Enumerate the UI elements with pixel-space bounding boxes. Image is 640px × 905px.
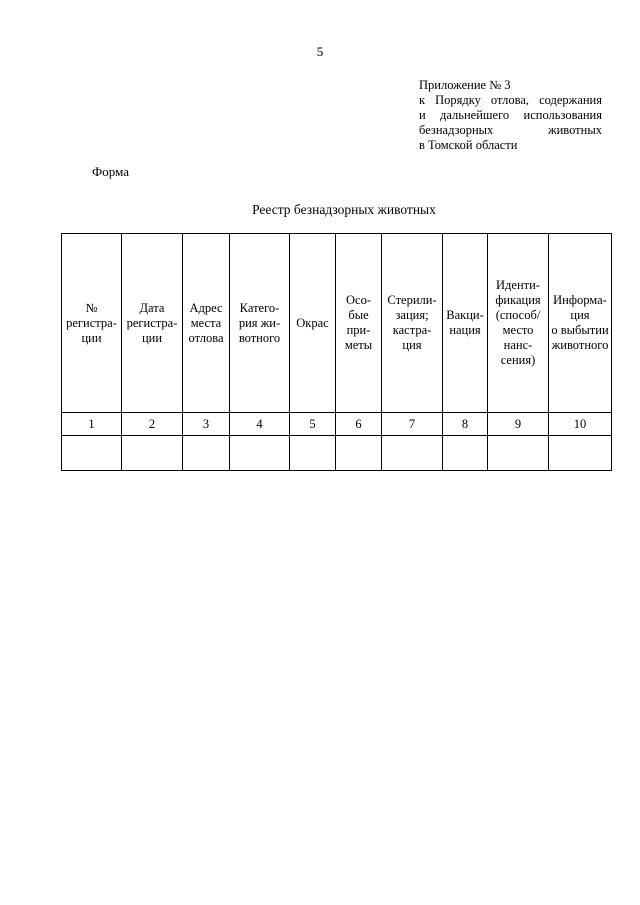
table-cell: [382, 436, 443, 471]
table-cell: [183, 436, 230, 471]
column-number: 10: [549, 413, 612, 436]
table-cell: [62, 436, 122, 471]
appendix-block: [419, 78, 602, 153]
column-header: Катего- рия жи- вотного: [230, 234, 290, 413]
column-number: 2: [122, 413, 183, 436]
column-header: Информа- ция о выбытии животного: [549, 234, 612, 413]
appendix-line: в Томской области: [419, 138, 518, 152]
table-cell: [488, 436, 549, 471]
appendix-title: Приложение № 3: [419, 78, 511, 92]
column-number-row: [62, 413, 612, 436]
form-label: Форма: [92, 164, 129, 179]
column-number: 8: [443, 413, 488, 436]
page-number: 5: [316, 44, 324, 59]
column-number: 4: [230, 413, 290, 436]
table-cell: [230, 436, 290, 471]
column-header: Дата регистра- ции: [122, 234, 183, 413]
table-cell: [122, 436, 183, 471]
column-header: № регистра- ции: [62, 234, 122, 413]
column-number: 1: [62, 413, 122, 436]
table-cell: [443, 436, 488, 471]
column-header: Иденти- фикация (способ/ место нанс- сения): [488, 234, 549, 413]
table-cell: [336, 436, 382, 471]
column-header: Осо- бые при- меты: [336, 234, 382, 413]
appendix-line: к Порядку отлова, содержания: [419, 93, 602, 107]
appendix-line: и дальнейшего использования: [419, 108, 602, 122]
column-header: Стерили- зация; кастра- ция: [382, 234, 443, 413]
column-number: 6: [336, 413, 382, 436]
column-header: Вакци- нация: [443, 234, 488, 413]
column-header: Адрес места отлова: [183, 234, 230, 413]
column-number: 3: [183, 413, 230, 436]
table-cell: [549, 436, 612, 471]
table-cell: [290, 436, 336, 471]
register-table: [61, 233, 612, 471]
register-title: Реестр безнадзорных животных: [252, 202, 436, 217]
table-header-row: [62, 234, 612, 413]
column-number: 7: [382, 413, 443, 436]
column-header: Окрас: [290, 234, 336, 413]
column-number: 5: [290, 413, 336, 436]
column-number: 9: [488, 413, 549, 436]
appendix-line: безнадзорных животных: [419, 123, 602, 137]
empty-entry-row: [62, 436, 612, 471]
